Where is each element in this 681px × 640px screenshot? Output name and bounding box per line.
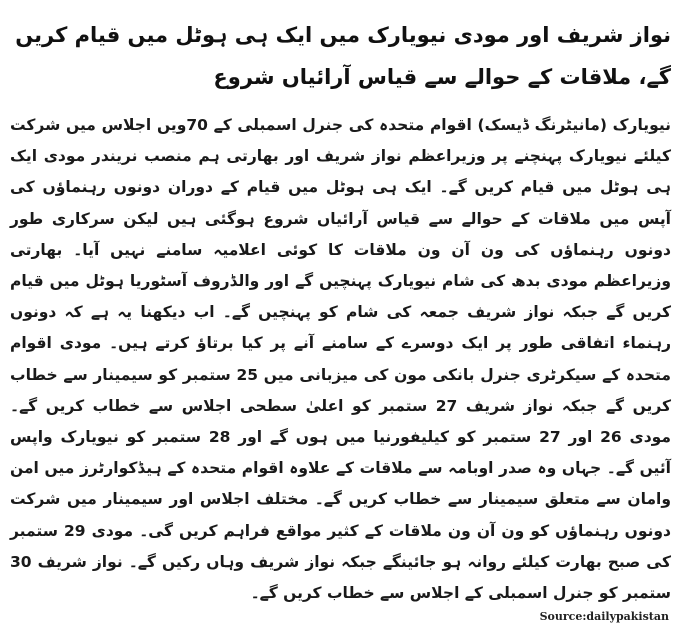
article-body: نیویارک (مانیٹرنگ ڈیسک) اقوام متحدہ کی جنرل اسمبلی کے 70ویں اجلاس میں شرکت کیلئے نیویارک پہنچنے پر وزیراعظم نواز شریف اور بھارتی ہم منصب نریندر مودی ایک ہی ہوٹل میں قیام کریں گے۔ ایک ہی ہوٹل میں قیام کے دوران دونوں رہنماؤں کی آپس میں ملاقات کے حوالے سے قیاس آرائیاں شروع ہوگئی ہیں لیکن سرکاری طور دونوں رہنماؤں کی ون آن ون ملاقات کا کوئی اعلامیہ سامنے نہیں آیا۔ بھارتی وزیراعظم مودی بدھ کی شام نیویارک پہنچیں گے اور والڈروف آسٹوریا ہوٹل میں قیام کریں گے جبکہ نواز شریف جمعہ کی شام کو پہنچیں گے۔ اب دیکھنا یہ ہے کہ دونوں رہنماء اتفاقی طور پر ایک دوسرے کے سامنے آنے پر کیا برتاؤ کرتے ہیں۔ مودی اقوام متحدہ کے سیکرٹری جنرل بانکی مون کی میزبانی میں 25 ستمبر کو سیمینار سے خطاب کریں گے جبکہ نواز شریف 27 ستمبر کو اعلیٰ سطحی اجلاس سے خطاب کریں گے۔ مودی 26 اور 27 ستمبر کو کیلیفورنیا میں ہوں گے اور 28 ستمبر کو نیویارک واپس آئیں گے۔ جہاں وہ صدر اوبامہ سے ملاقات کے علاوہ اقوام متحدہ کے ہیڈکوارٹرز میں امن وامان سے متعلق سیمینار سے خطاب کریں گے۔ مختلف اجلاس اور سیمینار میں شرکت دونوں رہنماؤں کو ون آن ون ملاقات کے کثیر مواقع فراہم کریں گی۔ مودی 29 ستمبر کی صبح بھارت کیلئے روانہ ہو جائینگے جبکہ نواز شریف وہاں رکیں گے۔ نواز شریف 30 ستمبر کو جنرل اسمبلی کے اجلاس سے خطاب کریں گے۔ — [10, 116, 671, 603]
source-credit: Source:dailypakistan — [539, 610, 669, 623]
article-headline: نواز شریف اور مودی نیویارک میں ایک ہی ہوٹل میں قیام کریں گے، ملاقات کے حوالے سے قیاس آرائیاں شروع — [15, 23, 671, 89]
